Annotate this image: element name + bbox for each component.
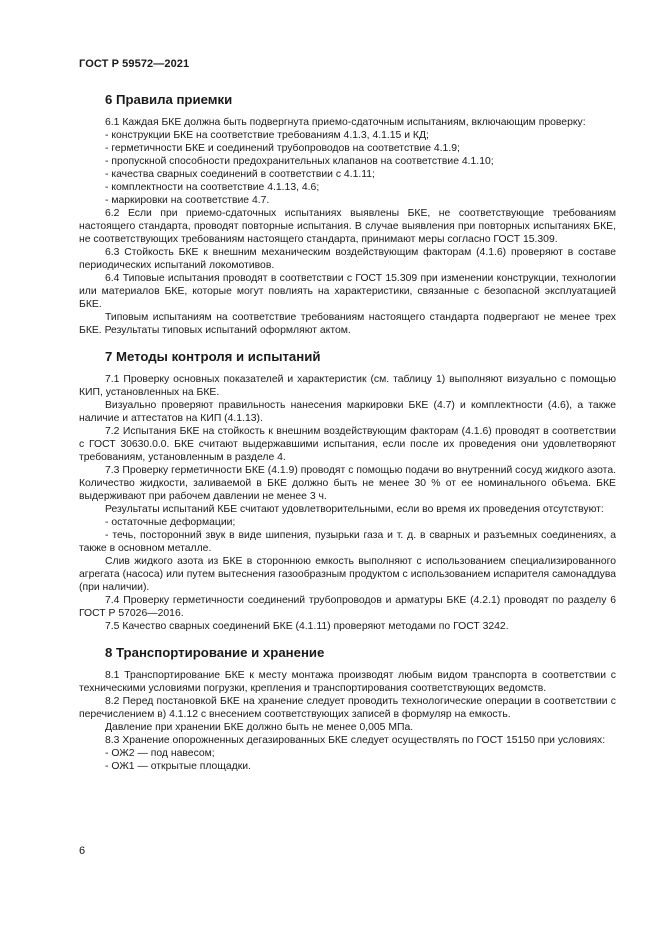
paragraph: Результаты испытаний КБЕ считают удовлетворительными, если во время их проведения отсутствуют: — [105, 504, 604, 515]
list-item: - остаточные деформации; — [105, 517, 236, 528]
paragraph: 7.3 Проверку герметичности БКЕ (4.1.9) проводят с помощью подачи во внутренний сосуд жидкого азота. Количество жидкости, заливаемой в БКЕ должно быть не менее 30 % от ее номинального объема. БКЕ выдерживают при рабочем давлении не менее 3 ч. — [79, 465, 616, 502]
paragraph: 6.4 Типовые испытания проводят в соответствии с ГОСТ 15.309 при изменении конструкции, технологии или материалов БКЕ, которые могут повлиять на характеристики, связанные с безопасной эксплуатацией БКЕ. — [79, 273, 616, 310]
paragraph: Слив жидкого азота из БКЕ в стороннюю емкость выполняют с использованием специализированного агрегата (насоса) или путем вытеснения газообразным продуктом с использованием испарителя самонаддува (при наличии). — [79, 556, 616, 593]
paragraph: 8.2 Перед постановкой БКЕ на хранение следует проводить технологические операции в соответствии с перечислением в) 4.1.12 с внесением соответствующих записей в формуляр на емкость. — [79, 696, 616, 720]
list-item: - качества сварных соединений в соответствии с 4.1.11; — [105, 169, 375, 180]
section-title: 7 Методы контроля и испытаний — [105, 349, 321, 364]
paragraph: Типовым испытаниям на соответствие требованиям настоящего стандарта подвергают не менее трех БКЕ. Результаты типовых испытаний оформляют актом. — [79, 312, 616, 336]
paragraph: 6.3 Стойкость БКЕ к внешним механическим воздействующим факторам (4.1.6) проверяют в составе периодических испытаний локомотивов. — [79, 247, 616, 271]
page-number: 6 — [79, 845, 86, 857]
list-item: - комплектности на соответствие 4.1.13, 4.6; — [105, 182, 320, 193]
section-6 — [79, 92, 616, 337]
section-7 — [79, 349, 616, 633]
paragraph: 7.4 Проверку герметичности соединений трубопроводов и арматуры БКЕ (4.2.1) проводят по разделу 6 ГОСТ Р 57026—2016. — [79, 595, 616, 619]
section-8 — [79, 645, 616, 773]
paragraph: Давление при хранении БКЕ должно быть не менее 0,005 МПа. — [105, 722, 414, 733]
section-title: 8 Транспортирование и хранение — [105, 645, 325, 660]
list-item: - пропускной способности предохранительных клапанов на соответствие 4.1.10; — [105, 156, 494, 167]
paragraph: 8.3 Хранение опорожненных дегазированных БКЕ следует осуществлять по ГОСТ 15150 при условиях: — [105, 735, 606, 746]
list-item: - герметичности БКЕ и соединений трубопроводов на соответствие 4.1.9; — [105, 143, 460, 154]
paragraph: 8.1 Транспортирование БКЕ к месту монтажа производят любым видом транспорта в соответствии с техническими условиями погрузки, крепления и транспортирования соответствующих ведомств. — [79, 670, 616, 694]
paragraph: 7.1 Проверку основных показателей и характеристик (см. таблицу 1) выполняют визуально с помощью КИП, установленных на БКЕ. — [79, 374, 616, 398]
document-body — [79, 92, 616, 785]
paragraph: 7.5 Качество сварных соединений БКЕ (4.1.11) проверяют методами по ГОСТ 3242. — [105, 621, 509, 632]
section-title: 6 Правила приемки — [105, 92, 233, 107]
list-item: - течь, посторонний звук в виде шипения, пузырьки газа и т. д. в сварных и разъемных соединениях, а также в основном металле. — [79, 530, 616, 554]
paragraph: Визуально проверяют правильность нанесения маркировки БКЕ (4.7) и комплектности (4.6), а также наличие и аттестатов на КИП (4.1.13). — [79, 400, 616, 424]
list-item: - конструкции БКЕ на соответствие требованиям 4.1.3, 4.1.15 и КД; — [105, 130, 429, 141]
list-item: - ОЖ1 — открытые площадки. — [105, 761, 251, 772]
list-item: - ОЖ2 — под навесом; — [105, 748, 215, 759]
paragraph: 7.2 Испытания БКЕ на стойкость к внешним воздействующим факторам (4.1.6) проводят в соответствии с ГОСТ 30630.0.0. БКЕ считают выдержавшими испытания, если после их проведения они удовлетворяют требованиям, установленным в разделе 4. — [79, 426, 616, 463]
document-header: ГОСТ Р 59572—2021 — [79, 58, 190, 70]
list-item: - маркировки на соответствие 4.7. — [105, 195, 270, 206]
paragraph: 6.1 Каждая БКЕ должна быть подвергнута приемо-сдаточным испытаниям, включающим проверку: — [105, 117, 586, 128]
paragraph: 6.2 Если при приемо-сдаточных испытаниях выявлены БКЕ, не соответствующие требованиям настоящего стандарта, проводят повторные испытания. В случае выявления при повторных испытаниях БКЕ, не соответствующих требованиям настоящего стандарта, принимают меры согласно ГОСТ 15.309. — [79, 208, 616, 245]
